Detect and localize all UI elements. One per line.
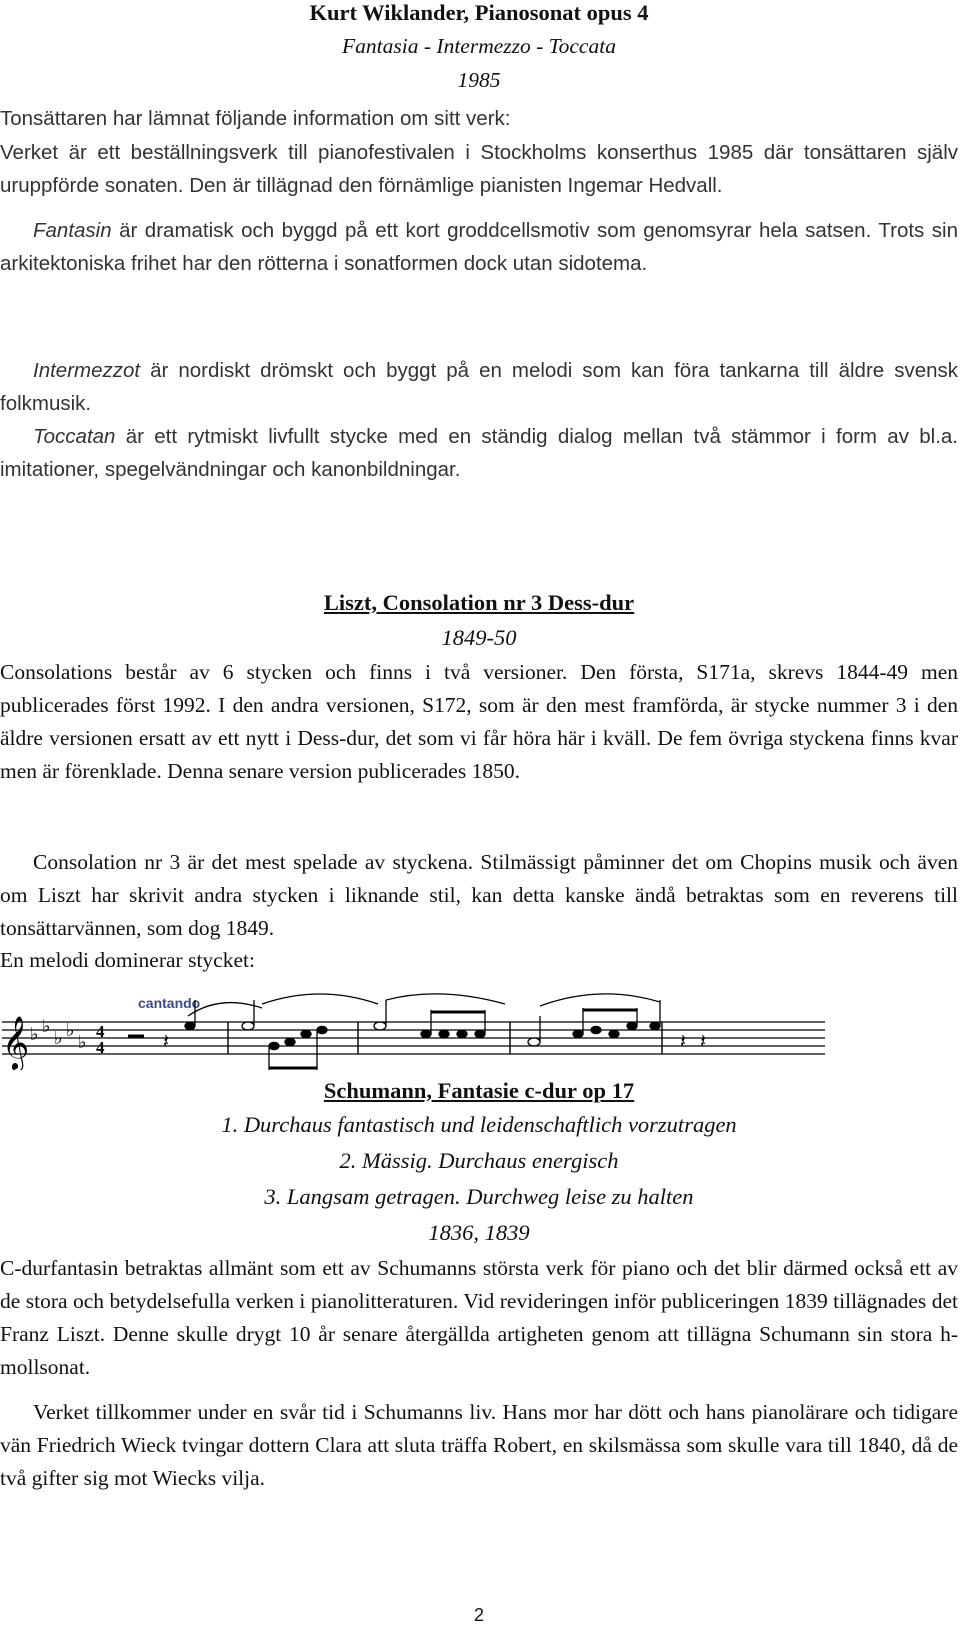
svg-text:𝄽: 𝄽 [680, 1029, 687, 1053]
time-signature [96, 1022, 105, 1057]
liszt-paragraph-1: Consolations består av 6 stycken och finns i två versioner. Den första, S171a, skrevs 1844-49 men publicerades först 1992. I den andra versionen, S172, som är den mest framförda, är stycke nummer 3 i den äldre versionen ersatt av ett nytt i Dess-dur, det som vi får höra här i kväll. De fem övriga styckena finns kvar men är förenklade. Denna senare version publicerades 1850. [0, 660, 958, 783]
svg-text:♭: ♭ [42, 1016, 51, 1037]
liszt-paragraph-3: En melodi dominerar stycket: [0, 948, 255, 972]
schumann-movement-3: 3. Langsam getragen. Durchweg leise zu halten [264, 1184, 694, 1209]
svg-text:♭: ♭ [66, 1020, 75, 1041]
schumann-years: 1836, 1839 [428, 1220, 530, 1245]
schumann-paragraph-1: C-durfantasin betraktas allmänt som ett av Schumanns största verk för piano och det blir därmed också ett av de stora och betydelsefulla verken i pianolitteraturen. Vid revideringen inför publiceringen 1839 tillägnades det Franz Liszt. Denne skulle drygt 10 år senare återgällda artigheten genom att tillägna Schumann sin stora h-mollsonat. [0, 1256, 958, 1379]
svg-text:4: 4 [96, 1022, 105, 1041]
music-notation-excerpt [0, 990, 830, 1070]
svg-text:𝄽: 𝄽 [163, 1029, 170, 1053]
svg-text:♭: ♭ [30, 1024, 39, 1045]
wiklander-intro: Tonsättaren har lämnat följande information om sitt verk: [0, 107, 511, 130]
cantando-marking: cantando [138, 995, 201, 1011]
schumann-title: Schumann, Fantasie c-dur op 17 [323, 1078, 635, 1103]
wiklander-paragraph-2-text: är dramatisk och byggd på ett kort groddcellsmotiv som genomsyrar hela satsen. Trots sin arkitektoniska frihet har den rötterna i sonatformen dock utan sidotema. [0, 219, 958, 275]
rests [128, 1029, 706, 1053]
wiklander-paragraph-3 [0, 354, 958, 420]
wiklander-paragraph-3-text: är nordiskt drömskt och byggt på en melodi som kan föra tankarna till äldre svensk folkmusik. [0, 359, 958, 415]
phrase-slurs [188, 994, 660, 1016]
toccatan-label: Toccatan [33, 425, 116, 448]
intermezzot-label: Intermezzot [33, 359, 141, 382]
wiklander-movements: Fantasia - Intermezzo - Toccata [342, 34, 616, 58]
schumann-movement-1: 1. Durchaus fantastisch und leidenschaftlich vorzutragen [221, 1112, 737, 1137]
svg-text:♭: ♭ [78, 1032, 87, 1053]
liszt-paragraph-2: Consolation nr 3 är det mest spelade av styckena. Stilmässigt påminner det om Chopins musik och även om Liszt har skrivit andra stycken i liknande stil, kan detta kanske ändå betraktas som en reverens till tonsättarvännen, som dog 1849. [0, 850, 958, 940]
wiklander-paragraph-4 [0, 420, 958, 486]
treble-clef-icon [2, 1015, 29, 1070]
schumann-paragraph-2: Verket tillkommer under en svår tid i Schumanns liv. Hans mor har dött och hans pianolärare och tidigare vän Friedrich Wieck tvingar dottern Clara att sluta träffa Robert, en skilsmässa som skulle vara till 1840, då de två gifter sig mot Wiecks vilja. [0, 1400, 958, 1490]
fantasin-label: Fantasin [33, 219, 112, 242]
liszt-title: Liszt, Consolation nr 3 Dess-dur [323, 590, 635, 615]
liszt-year: 1849-50 [441, 625, 517, 650]
wiklander-paragraph-1: Verket är ett beställningsverk till pianofestivalen i Stockholms konserthus 1985 där tonsättaren själv uruppförde sonaten. Den är tillägnad den förnämlige pianisten Ingemar Hedvall. [0, 141, 958, 197]
wiklander-paragraph-4-text: är ett rytmiskt livfullt stycke med en ständig dialog mellan två stämmor i form av bl.a. imitationer, spegelvändningar och kanonbildningar. [0, 425, 958, 481]
schumann-movement-2: 2. Mässig. Durchaus energisch [339, 1148, 619, 1173]
wiklander-title: Kurt Wiklander, Pianosonat opus 4 [309, 0, 649, 25]
page-number: 2 [473, 1605, 484, 1625]
svg-text:𝄞: 𝄞 [2, 1015, 30, 1069]
wiklander-paragraph-2 [0, 214, 958, 280]
note-heads [185, 1000, 660, 1070]
svg-text:♭: ♭ [54, 1028, 63, 1049]
svg-text:𝄽: 𝄽 [700, 1029, 707, 1053]
wiklander-year: 1985 [457, 68, 501, 92]
svg-text:4: 4 [96, 1038, 105, 1057]
